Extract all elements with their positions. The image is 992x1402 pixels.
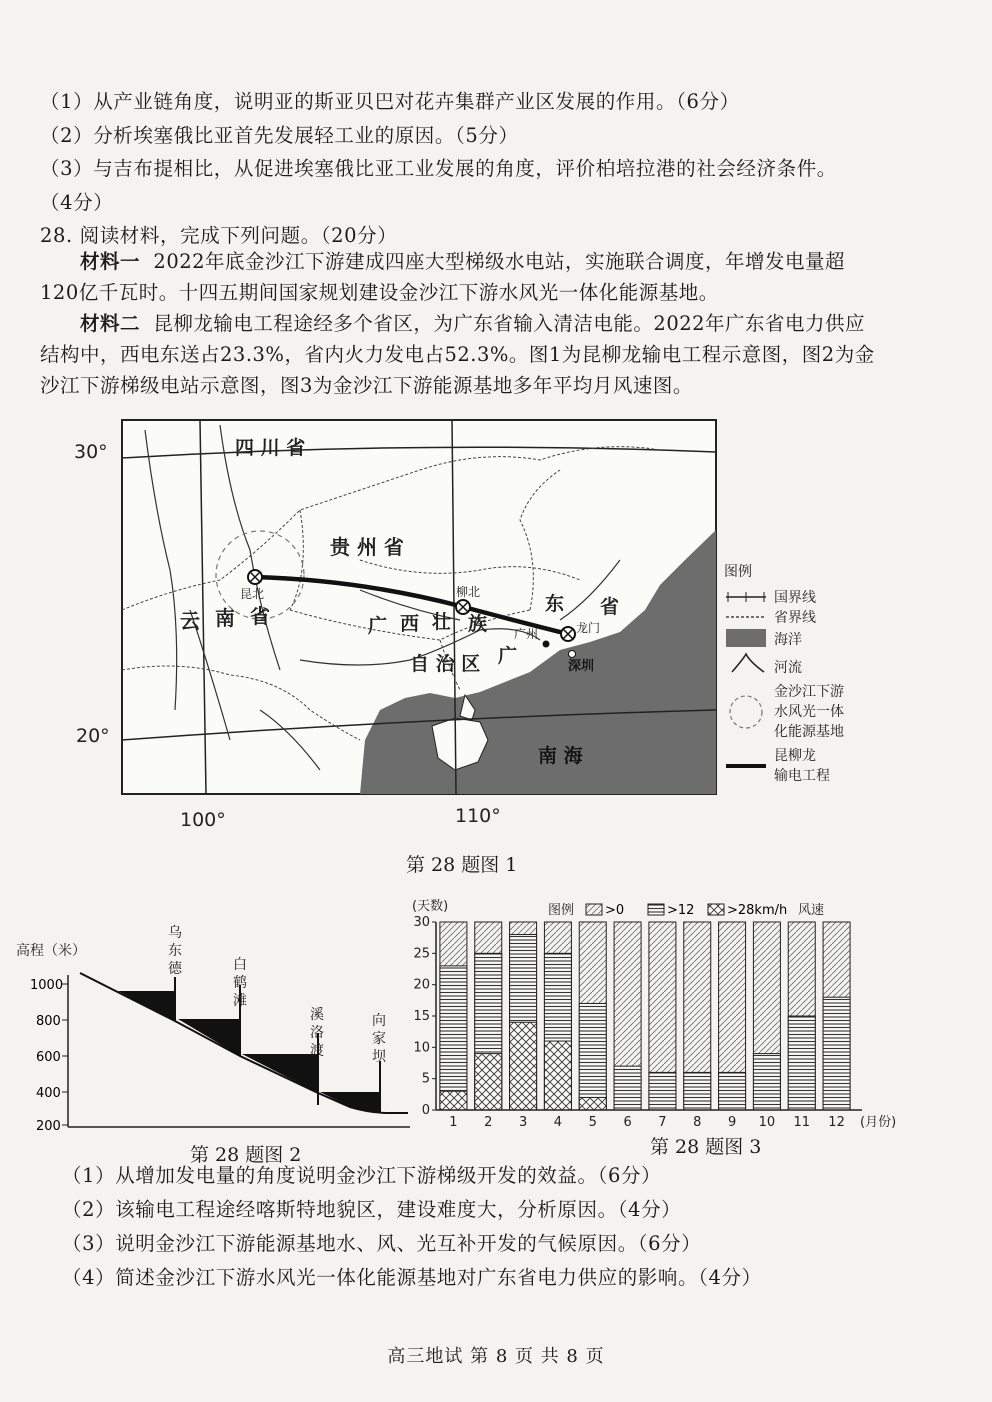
fig3-caption: 第 28 题图 3 bbox=[650, 1136, 762, 1158]
x-tick-label: 1 bbox=[449, 1115, 458, 1130]
guangxi-label-1: 广 bbox=[368, 615, 388, 637]
svg-text:渡: 渡 bbox=[310, 1043, 324, 1059]
map-figure bbox=[60, 410, 940, 840]
guangxi-label-4: 族 bbox=[468, 613, 488, 635]
bar-gt28 bbox=[544, 1041, 571, 1110]
material-1 bbox=[40, 246, 880, 308]
guangzhou-dot bbox=[543, 641, 550, 648]
reservoir-xiangjiaba bbox=[320, 1092, 380, 1113]
svg-text:昆柳龙: 昆柳龙 bbox=[774, 748, 816, 764]
svg-text:输电工程: 输电工程 bbox=[774, 768, 830, 784]
bar-gt12 bbox=[440, 966, 467, 1110]
x-tick-label: 3 bbox=[518, 1115, 528, 1130]
lat-20-label: 20° bbox=[76, 725, 110, 747]
x-tick-label: 12 bbox=[828, 1115, 845, 1130]
svg-text:800: 800 bbox=[36, 1014, 61, 1029]
svg-text:家: 家 bbox=[372, 1031, 386, 1047]
legend-label-gt0: >0 bbox=[605, 903, 625, 918]
x-tick-label: 6 bbox=[623, 1115, 632, 1130]
prev-question-3-score: （4分） bbox=[40, 191, 114, 214]
guangdong-label-2: 东 bbox=[545, 593, 565, 615]
liubei-marker bbox=[456, 600, 470, 614]
y-tick-label: 25 bbox=[413, 946, 430, 962]
bar-gt28 bbox=[579, 1097, 606, 1110]
yunnan-label-2: 南 bbox=[215, 606, 235, 630]
lon-110-label: 110° bbox=[455, 805, 501, 827]
svg-text:滩: 滩 bbox=[233, 993, 247, 1009]
svg-text:白: 白 bbox=[233, 957, 247, 973]
river-symbol bbox=[732, 654, 764, 672]
ocean-symbol bbox=[726, 629, 766, 647]
fig2-ylabel: 高程（米） bbox=[16, 943, 86, 959]
guangxi-label-2: 西 bbox=[400, 613, 420, 635]
cascade-profile-figure bbox=[10, 915, 410, 1135]
map-caption: 第 28 题图 1 bbox=[406, 854, 518, 876]
x-tick-label: 7 bbox=[658, 1115, 667, 1130]
page-footer: 高三地试 第 8 页 共 8 页 bbox=[387, 1346, 605, 1367]
prev-question-1: （1）从产业链角度，说明亚的斯亚贝巴对花卉集群产业区发展的作用。（6分） bbox=[40, 90, 740, 113]
x-tick-label: 2 bbox=[484, 1115, 493, 1130]
svg-text:200: 200 bbox=[36, 1119, 61, 1134]
svg-text:德: 德 bbox=[168, 961, 182, 977]
svg-text:洛: 洛 bbox=[310, 1025, 324, 1041]
fig2-caption: 第 28 题图 2 bbox=[190, 1144, 302, 1166]
x-tick-label: 4 bbox=[553, 1115, 563, 1130]
legend-swatch-gt28 bbox=[708, 904, 724, 915]
svg-text:河流: 河流 bbox=[774, 660, 802, 676]
bar-gt12 bbox=[579, 1003, 606, 1110]
svg-text:东: 东 bbox=[168, 943, 182, 959]
svg-text:向: 向 bbox=[372, 1013, 386, 1029]
y-tick-label: 15 bbox=[413, 1009, 430, 1024]
fig2-yticks bbox=[30, 978, 68, 1134]
svg-text:海洋: 海洋 bbox=[774, 632, 802, 648]
svg-text:化能源基地: 化能源基地 bbox=[774, 724, 844, 740]
svg-text:坝: 坝 bbox=[372, 1049, 386, 1065]
lat-30-label: 30° bbox=[74, 441, 108, 463]
y-tick-label: 20 bbox=[413, 977, 430, 993]
legend-label-gt12: >12 bbox=[667, 903, 695, 918]
bar-gt12 bbox=[614, 1066, 641, 1110]
legend-swatch-gt12 bbox=[648, 904, 664, 915]
bar-gt12 bbox=[684, 1072, 711, 1110]
national-border-symbol bbox=[726, 592, 766, 602]
station-xiluodu-label bbox=[310, 1007, 324, 1059]
shenzhen-dot bbox=[569, 651, 576, 658]
svg-text:400: 400 bbox=[36, 1086, 61, 1101]
y-tick-label: 0 bbox=[421, 1103, 430, 1118]
zizhiqu-label: 自 治 区 bbox=[410, 653, 481, 675]
material-1-lead: 材料一 bbox=[80, 250, 141, 273]
svg-text:金沙江下游: 金沙江下游 bbox=[774, 684, 844, 700]
station-xiangjiaba-label bbox=[372, 1013, 387, 1065]
yunnan-label-1: 云 bbox=[180, 609, 200, 633]
bar-gt12 bbox=[719, 1072, 746, 1110]
subquestion-2: （2）该输电工程途经喀斯特地貌区，建设难度大，分析原因。（4分） bbox=[62, 1198, 682, 1221]
guangdong-label-3: 省 bbox=[600, 596, 620, 618]
station-wudongde-label bbox=[168, 925, 183, 977]
subquestion-3: （3）说明金沙江下游能源基地水、风、光互补开发的气候原因。（6分） bbox=[62, 1232, 702, 1255]
map-legend bbox=[724, 564, 844, 784]
svg-text:溪: 溪 bbox=[310, 1007, 324, 1023]
guangxi-label-3: 壮 bbox=[432, 611, 452, 633]
svg-text:风速: 风速 bbox=[798, 903, 825, 918]
bar-gt28 bbox=[440, 1091, 467, 1110]
station-baihetan-label bbox=[233, 957, 247, 1009]
material-2 bbox=[40, 308, 880, 401]
bar-gt12 bbox=[753, 1054, 780, 1110]
svg-text:1000: 1000 bbox=[30, 978, 64, 993]
x-tick-label: 11 bbox=[793, 1115, 811, 1130]
x-tick-label: 5 bbox=[588, 1115, 597, 1130]
subquestion-1: （1）从增加发电量的角度说明金沙江下游梯级开发的效益。（6分） bbox=[62, 1164, 662, 1187]
material-1-text: 2022年底金沙江下游建成四座大型梯级水电站，实施联合调度，年增发电量超120亿千瓦时。十四五期间国家规划建设金沙江下游水风光一体化能源基地。 bbox=[40, 250, 846, 304]
svg-text:国界线: 国界线 bbox=[774, 590, 816, 606]
bar-gt28 bbox=[475, 1054, 502, 1110]
svg-text:省界线: 省界线 bbox=[774, 610, 816, 626]
legend-label-gt28: >28km/h bbox=[727, 903, 788, 918]
bar-gt12 bbox=[823, 997, 850, 1110]
liubei-label: 柳北 bbox=[456, 585, 481, 599]
prev-question-3: （3）与吉布提相比，从促进埃塞俄比亚工业发展的角度，评价柏培拉港的社会经济条件。 bbox=[40, 157, 837, 180]
chart-ylabel: (天数) bbox=[412, 899, 449, 914]
svg-text:图例: 图例 bbox=[548, 903, 575, 918]
x-tick-label: 9 bbox=[727, 1115, 737, 1130]
sichuan-label: 四 川 省 bbox=[235, 437, 306, 459]
guangzhou-label: 广州 bbox=[514, 627, 539, 641]
guizhou-label: 贵 州 省 bbox=[330, 535, 404, 559]
svg-text:600: 600 bbox=[36, 1050, 61, 1065]
bar-gt12 bbox=[788, 1016, 815, 1110]
longmen-marker bbox=[561, 627, 575, 641]
material-2-lead: 材料二 bbox=[80, 312, 141, 335]
svg-text:鹤: 鹤 bbox=[233, 975, 247, 991]
guangdong-label-1: 广 bbox=[498, 645, 518, 667]
chart-legend bbox=[548, 902, 824, 918]
legend-swatch-gt0 bbox=[586, 904, 602, 915]
sea-label: 南 海 bbox=[538, 745, 583, 767]
yunnan-label-3: 省 bbox=[250, 604, 270, 628]
bar-gt12 bbox=[649, 1072, 676, 1110]
energy-base-symbol bbox=[730, 696, 762, 728]
chart-xlabel: (月份) bbox=[860, 1115, 897, 1130]
x-tick-label: 10 bbox=[758, 1115, 776, 1130]
svg-text:水风光一体: 水风光一体 bbox=[774, 704, 844, 720]
kunbei-label: 昆北 bbox=[240, 587, 265, 601]
y-tick-label: 5 bbox=[421, 1071, 430, 1087]
svg-text:乌: 乌 bbox=[168, 925, 182, 941]
material-2-text: 昆柳龙输电工程途经多个省区，为广东省输入清洁电能。2022年广东省电力供应结构中，西电东送占23.3%，省内火力发电占52.3%。图1为昆柳龙输电工程示意图，图2为金沙江下游梯级电站示意图，图3为金沙江下游能源基地多年平均月风速图。 bbox=[40, 312, 875, 397]
x-tick-label: 8 bbox=[693, 1115, 702, 1130]
kunbei-marker bbox=[248, 570, 262, 584]
question-28-title: 28. 阅读材料，完成下列问题。（20分） bbox=[40, 224, 398, 247]
y-tick-label: 10 bbox=[413, 1040, 430, 1056]
longmen-label: 龙门 bbox=[576, 621, 601, 635]
shenzhen-label: 深圳 bbox=[568, 659, 595, 674]
prev-question-2: （2）分析埃塞俄比亚首先发展轻工业的原因。（5分） bbox=[40, 124, 519, 147]
svg-text:图例: 图例 bbox=[724, 564, 752, 580]
subquestion-4: （4）简述金沙江下游水风光一体化能源基地对广东省电力供应的影响。（4分） bbox=[62, 1266, 762, 1289]
wind-speed-chart bbox=[406, 890, 926, 1130]
bar-gt28 bbox=[510, 1022, 537, 1110]
y-tick-label: 30 bbox=[413, 915, 430, 930]
lon-100-label: 100° bbox=[180, 809, 226, 831]
